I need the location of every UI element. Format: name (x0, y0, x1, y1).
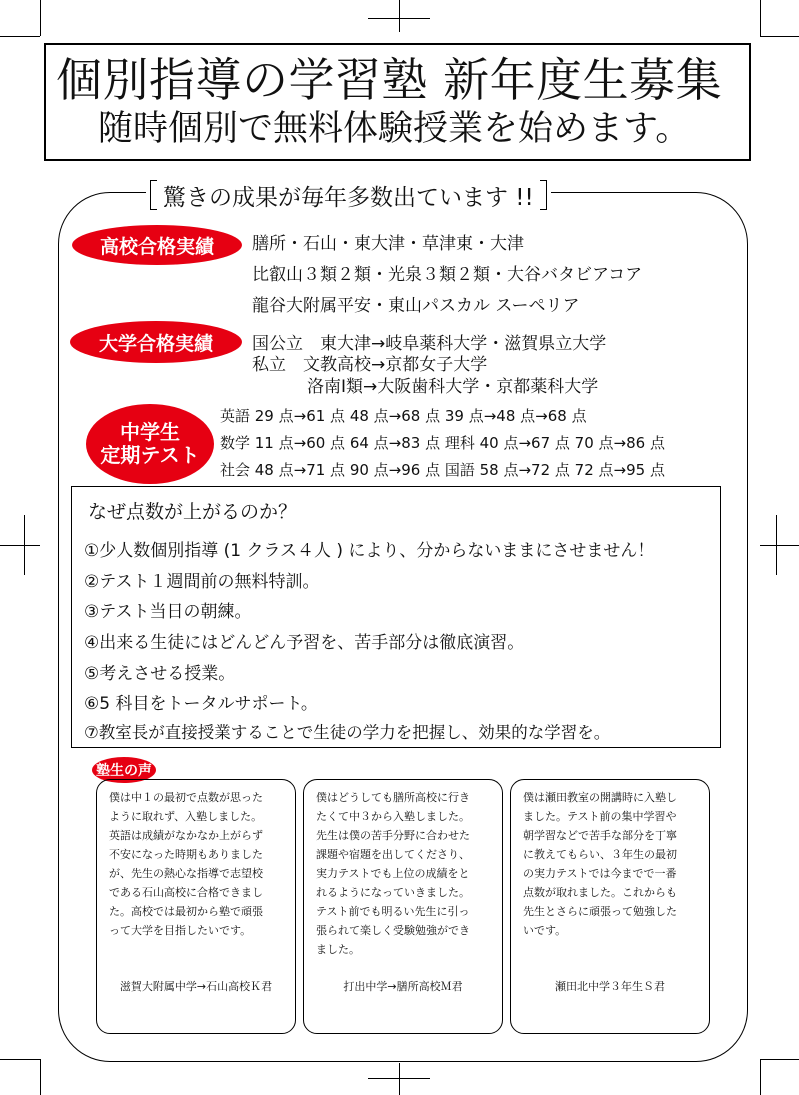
title-box (44, 43, 751, 161)
test-score-line: 英語 29 点→61 点 48 点→68 点 39 点→48 点→68 点 (220, 407, 587, 425)
testimonial-card (96, 779, 296, 1034)
university-line: 洛南Ⅰ類→大阪歯科大学・京都薬科大学 (307, 377, 599, 397)
reason-item: ⑥5 科目をトータルサポート。 (84, 694, 318, 714)
crop-mark (760, 1059, 799, 1060)
high-school-badge: 高校合格実績 (72, 225, 242, 265)
crop-mark (40, 0, 41, 36)
testimonial-card (303, 779, 503, 1034)
crop-mark (760, 1059, 761, 1095)
middle-school-badge-line1: 中学生 (120, 420, 180, 444)
reason-item: ⑤考えさせる授業。 (84, 664, 236, 684)
reason-item: ③テスト当日の朝練。 (84, 602, 252, 622)
testimonial-text: 僕はどうしても膳所高校に行き たくて中３から入塾しました。 先生は僕の苦手分野に合わせた 課題や宿題を出してくださり、 実力テストでも上位の成績をと れるようになっていきました。 テスト前でも明るい先生に引っ 張られて楽しく受験勉強ができ ました。 (316, 791, 470, 956)
testimonial-signature: 打出中学→膳所高校Ｍ君 (343, 980, 463, 993)
crop-mark (399, 0, 400, 32)
results-heading-text: 驚きの成果が毎年多数出ています !! (163, 184, 534, 211)
crop-mark (368, 1078, 430, 1079)
reasons-box (71, 486, 721, 748)
university-line: 国公立 東大津→岐阜薬科大学・滋賀県立大学 (252, 334, 607, 354)
test-score-line: 社会 48 点→71 点 90 点→96 点 国語 58 点→72 点 72 点→95 点 (220, 461, 665, 479)
student-voice-badge: 塾生の声 (92, 757, 156, 783)
university-line: 私立 文教高校→京都女子大学 (252, 355, 488, 375)
crop-mark (760, 36, 799, 37)
crop-mark (368, 18, 430, 19)
high-school-line: 龍谷大附属平安・東山パスカル スーペリア (252, 296, 580, 316)
test-score-line: 数学 11 点→60 点 64 点→83 点 理科 40 点→67 点 70 点→86 点 (220, 434, 665, 452)
reason-item: ⑦教室長が直接授業することで生徒の学力を把握し、効果的な学習を。 (84, 723, 611, 742)
results-heading (146, 178, 551, 212)
crop-mark (399, 1063, 400, 1095)
university-badge: 大学合格実績 (70, 321, 242, 363)
reason-item: ④出来る生徒にはどんどん予習を、苦手部分は徹底演習。 (84, 633, 525, 653)
crop-mark (0, 545, 40, 546)
crop-mark (40, 1059, 41, 1095)
bracket-right (540, 180, 547, 210)
reason-item: ②テスト１週間前の無料特訓。 (84, 572, 320, 592)
crop-mark (0, 36, 40, 37)
testimonial-text: 僕は瀬田教室の開講時に入塾し ました。テスト前の集中学習や 朝学習などで苦手な部分を丁寧 に教えてもらい、３年生の最初 の実力テストでは今までで一番 点数が取れました。これからも 先生とさらに頑張って勉強した いです。 (523, 791, 677, 937)
reason-item: ①少人数個別指導 (1 クラス４人 ) により、分からないままにさせません！ (84, 541, 655, 561)
middle-school-badge-line2: 定期テスト (100, 443, 200, 467)
crop-mark (760, 0, 761, 36)
middle-school-badge (86, 404, 214, 484)
page-title: 個別指導の学習塾 新年度生募集 (56, 53, 723, 107)
high-school-line: 膳所・石山・東大津・草津東・大津 (252, 234, 524, 254)
crop-mark (0, 1059, 40, 1060)
testimonial-text: 僕は中１の最初で点数が思った ように取れず、入塾しました。 英語は成績がなかなか上がらず 不安になった時期もありました が、先生の熱心な指導で志望校 である石山高校に合格できまし た。高校では最初から塾で頑張 って大学を目指したいです。 (109, 791, 263, 937)
high-school-line: 比叡山３類２類・光泉３類２類・大谷バタビアコア (252, 265, 643, 285)
testimonial-signature: 瀬田北中学３年生Ｓ君 (555, 980, 665, 993)
page-subtitle: 随時個別で無料体験授業を始めます。 (98, 109, 691, 149)
testimonial-signature: 滋賀大附属中学→石山高校Ｋ君 (119, 980, 273, 993)
reasons-title: なぜ点数が上がるのか？ (88, 501, 298, 523)
testimonial-card (510, 779, 710, 1034)
crop-mark (760, 545, 799, 546)
bracket-left (150, 180, 157, 210)
